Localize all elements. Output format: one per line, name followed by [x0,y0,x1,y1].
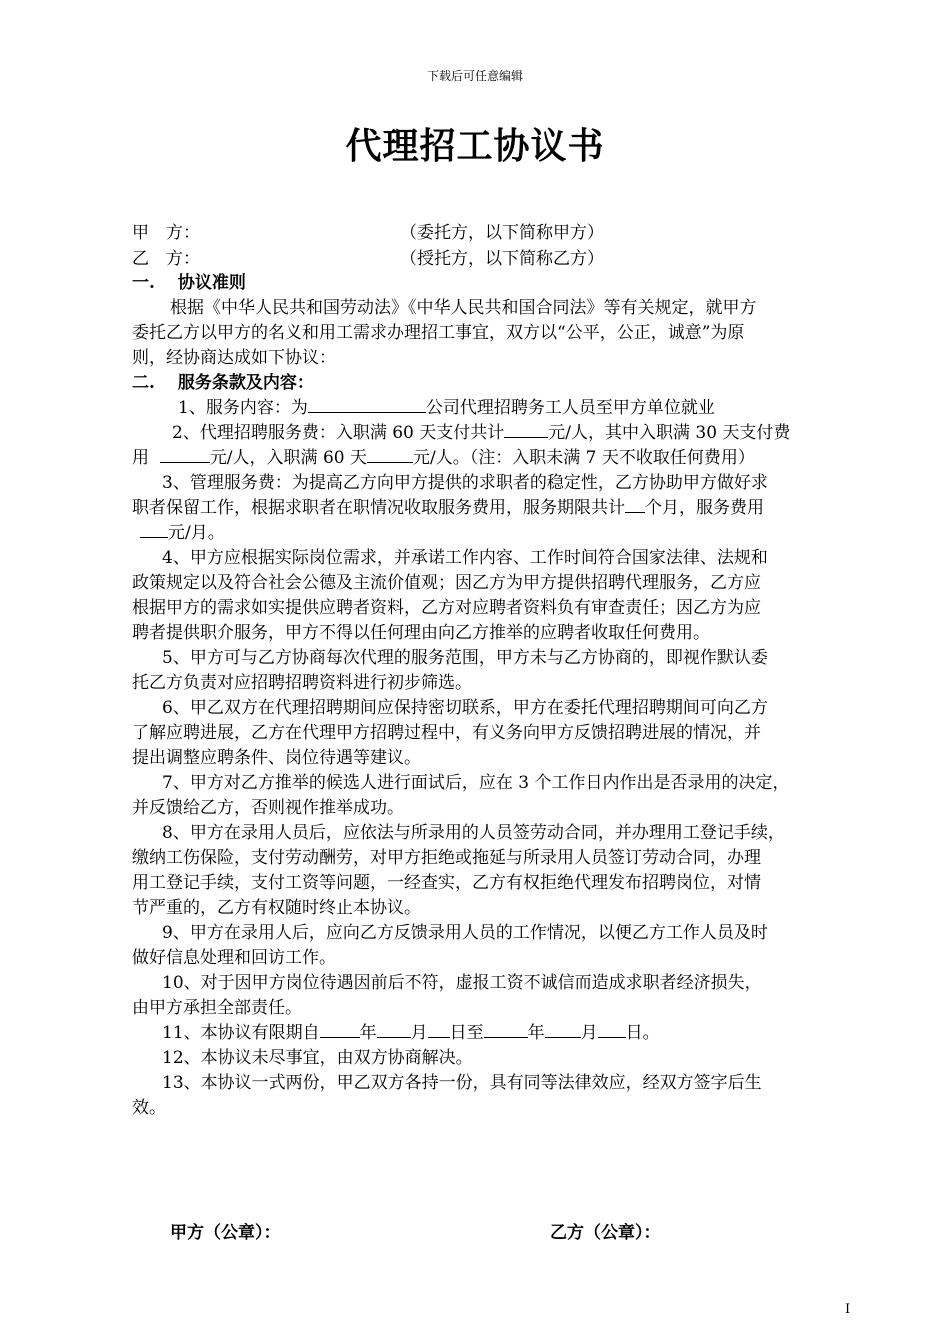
party-b-note: （授托方，以下简称乙方） [400,249,604,269]
clause-2-text: 用 [132,448,149,468]
blank-field [140,521,168,538]
clause-4: 政策规定以及符合社会公德及主流价值观；因乙方为甲方提供招聘代理服务，乙方应 [132,573,761,593]
clause-3-text: 职者保留工作，根据求职者在职情况收取服务费用，服务期限共计 [132,498,625,518]
clause-1-text: 公司代理招聘务工人员至甲方单位就业 [425,398,715,418]
clause-2-text: 元/人，其中入职满 30 天支付费 [548,423,791,443]
blank-field [545,1021,581,1038]
clause-2-text: 元/人。（注：入职未满 7 天不收取任何费用） [412,448,755,468]
party-a-note: （委托方，以下简称甲方） [400,223,604,243]
clause-3: 3、管理服务费：为提高乙方向甲方提供的求职者的稳定性，乙方协助甲方做好求 [162,473,768,493]
clause-11-text: 年 [527,1023,545,1043]
party-b-label: 乙 方： [132,249,200,269]
party-b-seal-label: 乙方（公章）： [550,1223,661,1243]
page-number: I [845,1302,851,1317]
clause-6: 了解应聘进展，乙方在代理甲方招聘过程中，有义务向甲方反馈招聘进展的情况，并 [132,723,761,743]
clause-5: 托乙方负责对应招聘招聘资料进行初步筛选。 [132,673,472,693]
clause-7: 7、甲方对乙方推举的候选人进行面试后，应在 3 个工作日内作出是否录用的决定， [162,773,790,793]
clause-3-text: 个月，服务费用 [645,498,764,518]
clause-6: 提出调整应聘条件、岗位待遇等建议。 [132,748,421,768]
document-title: 代理招工协议书 [345,125,605,167]
clause-1-text: 1、服务内容：为 [178,398,308,418]
clause-11 [162,1021,660,1045]
clause-11-text: 日至 [449,1023,484,1043]
clause-2-text: 2、代理招聘服务费：入职满 60 天支付共计 [172,423,505,443]
clause-1 [178,396,715,420]
blank-field [308,396,426,413]
section2-heading: 二. 服务条款及内容： [132,373,314,393]
clause-11-text: 11、本协议有限期自 [162,1023,320,1043]
blank-field [598,1021,626,1038]
clause-10: 10、对于因甲方岗位待遇因前后不符，虚报工资不诚信而造成求职者经济损失， [162,973,762,993]
party-a-label: 甲 方： [132,223,200,243]
section1-line: 根据《中华人民共和国劳动法》《中华人民共和国合同法》等有关规定，就甲方 [170,298,757,318]
blank-field [428,1021,450,1038]
clause-10: 由甲方承担全部责任。 [132,998,302,1018]
clause-11-text: 月 [580,1023,598,1043]
blank-field [504,421,548,438]
clause-2-cont [132,446,755,470]
clause-8: 用工登记手续，支付工资等问题，一经查实，乙方有权拒绝代理发布招聘岗位，对情 [132,873,761,893]
clause-5: 5、甲方可与乙方协商每次代理的服务范围，甲方未与乙方协商的，即视作默认委 [162,648,768,668]
clause-8: 缴纳工伤保险，支付劳动酬劳，对甲方拒绝或拖延与所录用人员签订劳动合同，办理 [132,848,761,868]
clause-11-text: 年 [359,1023,377,1043]
header-note: 下载后可任意编辑 [426,69,523,83]
clause-6: 6、甲乙双方在代理招聘期间应保持密切联系，甲方在委托代理招聘期间可向乙方 [162,698,768,718]
party-a-seal-label: 甲方（公章）： [170,1223,281,1243]
section1-heading: 一. 协议准则 [132,273,246,293]
clause-8: 节严重的，乙方有权随时终止本协议。 [132,898,421,918]
clause-4: 4、甲方应根据实际岗位需求，并承诺工作内容、工作时间符合国家法律、法规和 [162,548,768,568]
clause-9: 做好信息处理和回访工作。 [132,948,336,968]
blank-field [160,446,210,463]
section1-line: 则，经协商达成如下协议： [132,348,336,368]
clause-2-text: 元/人，入职满 60 天 [209,448,367,468]
clause-4: 根据甲方的需求如实提供应聘者资料，乙方对应聘者资料负有审查责任；因乙方为应 [132,598,761,618]
section1-line: 委托乙方以甲方的名义和用工需求办理招工事宜，双方以“公平，公正，诚意”为原 [132,323,745,343]
clause-13: 13、本协议一式两份，甲乙双方各持一份，具有同等法律效应，经双方签字后生 [162,1073,762,1093]
blank-field [484,1021,528,1038]
clause-11-text: 日。 [625,1023,660,1043]
clause-3-cont [140,521,225,545]
clause-9: 9、甲方在录用人后，应向乙方反馈录用人员的工作情况，以便乙方工作人员及时 [162,923,768,943]
blank-field [367,446,413,463]
clause-8: 8、甲方在录用人员后，应依法与所录用的人员签劳动合同，并办理用工登记手续， [162,823,785,843]
blank-field [320,1021,360,1038]
clause-7: 并反馈给乙方，否则视作推举成功。 [132,798,404,818]
clause-4: 聘者提供职介服务，甲方不得以任何理由向乙方推举的应聘者收取任何费用。 [132,623,710,643]
clause-11-text: 月 [410,1023,428,1043]
clause-12: 12、本协议未尽事宜，由双方协商解决。 [162,1048,473,1068]
blank-field [377,1021,411,1038]
clause-2 [172,421,790,445]
clause-3-cont [132,496,764,520]
clause-3-text: 元/月。 [168,523,225,543]
blank-field [625,496,645,513]
clause-13: 效。 [132,1098,166,1118]
